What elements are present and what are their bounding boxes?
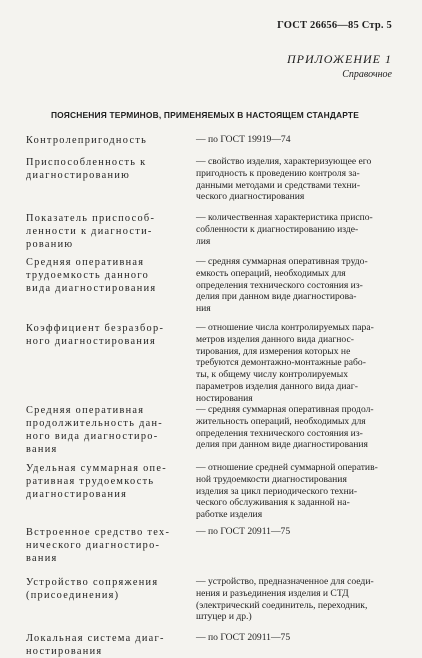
page-header: ГОСТ 26656—85 Стр. 5 bbox=[277, 20, 392, 31]
term-name: Встроенное средство тех- нического диагностиро- вания bbox=[26, 527, 171, 564]
term-name: Локальная система диаг- ностирования bbox=[26, 633, 165, 657]
appendix-label: ПРИЛОЖЕНИЕ 1 bbox=[287, 52, 392, 66]
term-definition: — по ГОСТ 20911—75 bbox=[196, 632, 291, 643]
section-title: ПОЯСНЕНИЯ ТЕРМИНОВ, ПРИМЕНЯЕМЫХ В НАСТОЯЩЕМ СТАНДАРТЕ bbox=[50, 110, 360, 120]
term-definition: — по ГОСТ 20911—75 bbox=[196, 526, 291, 537]
term-definition: — устройство, предназначенное для соеди- нения и разъединения изделия и СТД (электрический соединитель, переходник, штуцер и др.) bbox=[196, 576, 374, 623]
appendix-label-block bbox=[287, 52, 392, 80]
term-definition: — количественная характеристика приспо- собленности к диагностированию изде- лия bbox=[196, 212, 373, 247]
term-definition: — отношение средней суммарной оператив- ной трудоемкости диагностирования изделия за цикл периодического техни- ческого обслуживания к заданной на- работке изделия bbox=[196, 462, 378, 521]
term-name: Удельная суммарная опе- ративная трудоемкость диагностирования bbox=[26, 463, 167, 500]
term-definition: — по ГОСТ 19919—74 bbox=[196, 134, 291, 145]
term-definition: — средняя суммарная оперативная продол- жительность операций, необходимых для определения технического состояния из- делия при данном виде диагностирования bbox=[196, 404, 374, 451]
term-name: Контролепригодность bbox=[26, 135, 148, 146]
term-name: Приспособленность к диагностированию bbox=[26, 157, 147, 181]
term-name: Устройство сопряжения (присоединения) bbox=[26, 577, 159, 601]
appendix-sublabel: Справочное bbox=[342, 69, 392, 80]
term-definition: — отношение числа контролируемых пара- метров изделия данного вида диагнос- тирования, для измерения которых не требуются демонтажно-монтажные рабо- ты, к общему числу контролируемых параметров изделия данного вида диаг- ностирования bbox=[196, 322, 374, 404]
term-name: Средняя оперативная продолжительность дан- ного вида диагностиро- вания bbox=[26, 405, 164, 455]
term-name: Показатель приспособ- ленности к диагности- рованию bbox=[26, 213, 156, 250]
term-definition: — средняя суммарная оперативная трудо- емкость операций, необходимых для определения технического состояния из- делия при данном виде диагностирова- ния bbox=[196, 256, 368, 315]
term-name: Средняя оперативная трудоемкость данного вида диагностирования bbox=[26, 257, 157, 294]
term-definition: — свойство изделия, характеризующее его пригодность к проведению контроля за- данными методами и средствами техни- ческого диагностирования bbox=[196, 156, 372, 203]
term-name: Коэффициент безразбор- ного диагностирования bbox=[26, 323, 165, 347]
